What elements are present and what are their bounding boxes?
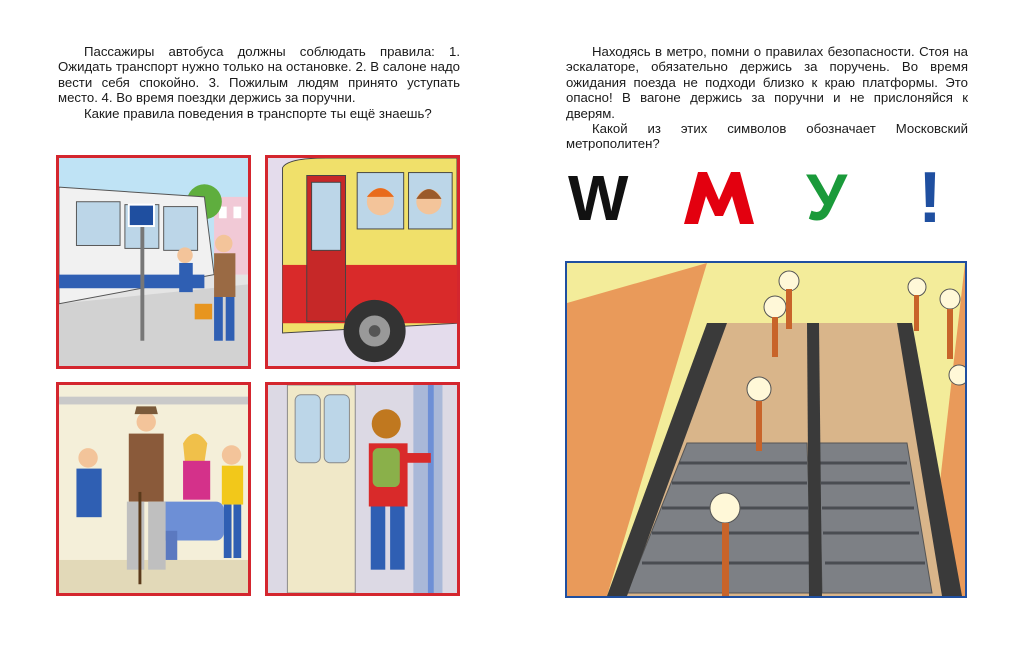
moscow-metro-m-icon[interactable] xyxy=(684,170,754,228)
left-paragraph-question: Какие правила поведения в транспорте ты ещё знаешь? xyxy=(84,105,432,121)
left-page-text xyxy=(58,44,460,121)
symbols-row xyxy=(566,158,968,242)
symbol-u[interactable]: У xyxy=(806,160,848,234)
right-paragraph-question: Какой из этих символов обозначает Московский метрополитен? xyxy=(566,121,968,152)
illustration-bus-interior xyxy=(56,382,251,596)
right-paragraph-metro-rules: Находясь в метро, помни о правилах безопасности. Стоя на эскалаторе, обязательно держись за поручень. Во время ожидания поезда не подходи близко к краю платформы. Это опасно! В вагоне держись за поручни и не прислоняйся к дверям. xyxy=(566,44,968,121)
illustration-bus-stop xyxy=(56,155,251,369)
right-page-text xyxy=(566,44,968,152)
symbol-exclamation[interactable]: ! xyxy=(918,158,942,238)
illustration-bus-window xyxy=(265,155,460,369)
illustration-bus-door xyxy=(265,382,460,596)
symbol-w[interactable]: W xyxy=(568,162,629,234)
left-paragraph-rules: Пассажиры автобуса должны соблюдать правила: 1. Ожидать транспорт нужно только на остановке. 2. В салоне надо вести себя спокойно. 3. Пожилым людям принято уступать место. 4. Во время поездки держись за поручни. xyxy=(58,44,460,106)
illustration-escalator xyxy=(565,261,967,598)
